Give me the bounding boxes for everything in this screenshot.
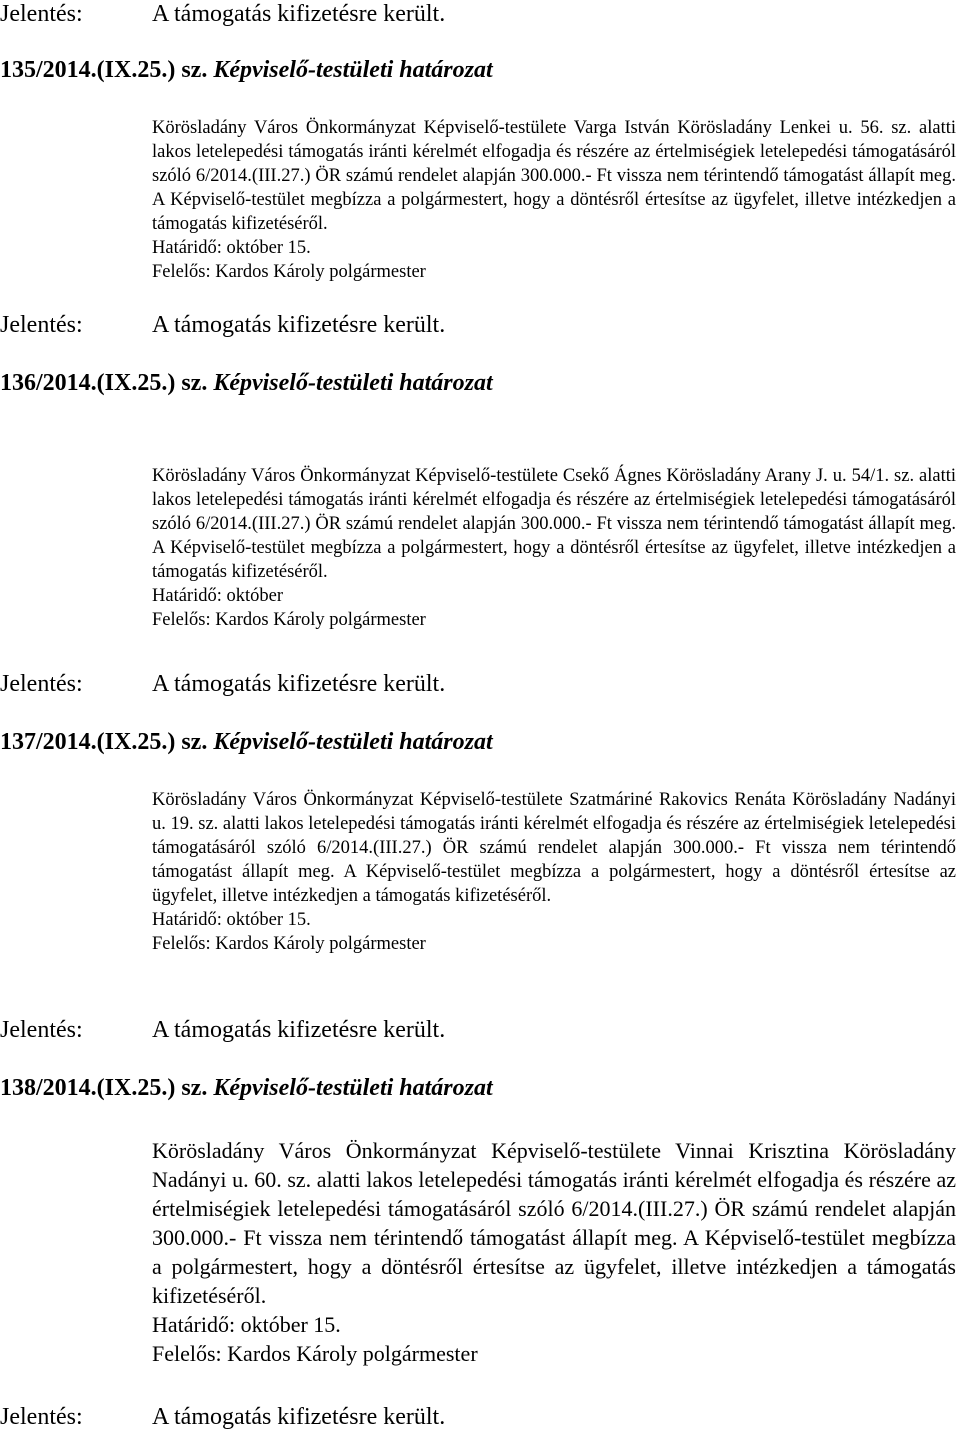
report-value: A támogatás kifizetésre került. — [152, 1, 446, 27]
report-value: A támogatás kifizetésre került. — [152, 1017, 446, 1043]
report-label: Jelentés: — [0, 1404, 83, 1430]
report-value: A támogatás kifizetésre került. — [152, 312, 446, 338]
resolution-body — [152, 1136, 956, 1368]
resolution-body — [152, 116, 956, 284]
resolution-responsible: Felelős: Kardos Károly polgármester — [152, 262, 426, 282]
resolution-deadline: Határidő: október — [152, 586, 283, 606]
resolution-number: 136/2014.(IX.25.) sz. — [0, 370, 208, 396]
resolution-text: Körösladány Város Önkormányzat Képviselő-testülete Vinnai Krisztina Körösladány Nadányi u. 60. sz. alatti lakos letelepedési támogatás iránti kérelmét elfogadja és részére az értelmiségiek letelepedési támogatásáról szóló 6/2014.(III.27.) ÖR számú rendelet alapján 300.000.- Ft vissza nem térintendő támogatást állapít meg. A Képviselő-testület megbízza a polgármestert, hogy a döntésről értesítse az ügyfelet, illetve intézkedjen a támogatás kifizetéséről. — [152, 1138, 956, 1308]
resolution-heading — [0, 369, 493, 397]
resolution-text: Körösladány Város Önkormányzat Képviselő-testülete Csekő Ágnes Körösladány Arany J. u. 54/1. sz. alatti lakos letelepedési támogatás iránti kérelmét elfogadja és részére az értelmiségiek letelepedési támogatásáról szóló 6/2014.(III.27.) ÖR számú rendelet alapján 300.000.- Ft vissza nem térintendő támogatást állapít meg. A Képviselő-testület megbízza a polgármestert, hogy a döntésről értesítse az ügyfelet, illetve intézkedjen a támogatás kifizetéséről. — [152, 466, 956, 582]
resolution-deadline: Határidő: október 15. — [152, 910, 311, 930]
resolution-heading — [0, 1074, 493, 1102]
resolution-responsible: Felelős: Kardos Károly polgármester — [152, 934, 426, 954]
resolution-responsible: Felelős: Kardos Károly polgármester — [152, 610, 426, 630]
report-label: Jelentés: — [0, 1, 83, 27]
resolution-body — [152, 464, 956, 632]
resolution-deadline: Határidő: október 15. — [152, 238, 311, 258]
resolution-number: 135/2014.(IX.25.) sz. — [0, 57, 208, 83]
resolution-deadline: Határidő: október 15. — [152, 1312, 341, 1337]
report-label: Jelentés: — [0, 671, 83, 697]
report-label: Jelentés: — [0, 312, 83, 338]
resolution-title: Képviselő-testületi határozat — [213, 729, 493, 755]
resolution-number: 137/2014.(IX.25.) sz. — [0, 729, 208, 755]
resolution-text: Körösladány Város Önkormányzat Képviselő-testülete Varga István Körösladány Lenkei u. 56. sz. alatti lakos letelepedési támogatás iránti kérelmét elfogadja és részére az értelmiségiek letelepedési támogatásáról szóló 6/2014.(III.27.) ÖR számú rendelet alapján 300.000.- Ft vissza nem térintendő támogatást állapít meg. A Képviselő-testület megbízza a polgármestert, hogy a döntésről értesítse az ügyfelet, illetve intézkedjen a támogatás kifizetéséről. — [152, 118, 956, 234]
resolution-heading — [0, 728, 493, 756]
resolution-title: Képviselő-testületi határozat — [213, 57, 493, 83]
resolution-number: 138/2014.(IX.25.) sz. — [0, 1075, 208, 1101]
resolution-body — [152, 788, 956, 956]
report-value: A támogatás kifizetésre került. — [152, 1404, 446, 1430]
resolution-text: Körösladány Város Önkormányzat Képviselő-testülete Szatmáriné Rakovics Renáta Körösladány Nadányi u. 19. sz. alatti lakos letelepedési támogatás iránti kérelmét elfogadja és részére az értelmiségiek letelepedési támogatásáról szóló 6/2014.(III.27.) ÖR számú rendelet alapján 300.000.- Ft vissza nem térintendő támogatást állapít meg. A Képviselő-testület megbízza a polgármestert, hogy a döntésről értesítse az ügyfelet, illetve intézkedjen a támogatás kifizetéséről. — [152, 790, 956, 906]
resolution-heading — [0, 56, 493, 84]
resolution-responsible: Felelős: Kardos Károly polgármester — [152, 1341, 478, 1366]
resolution-title: Képviselő-testületi határozat — [213, 370, 493, 396]
report-value: A támogatás kifizetésre került. — [152, 671, 446, 697]
report-label: Jelentés: — [0, 1017, 83, 1043]
resolution-title: Képviselő-testületi határozat — [213, 1075, 493, 1101]
